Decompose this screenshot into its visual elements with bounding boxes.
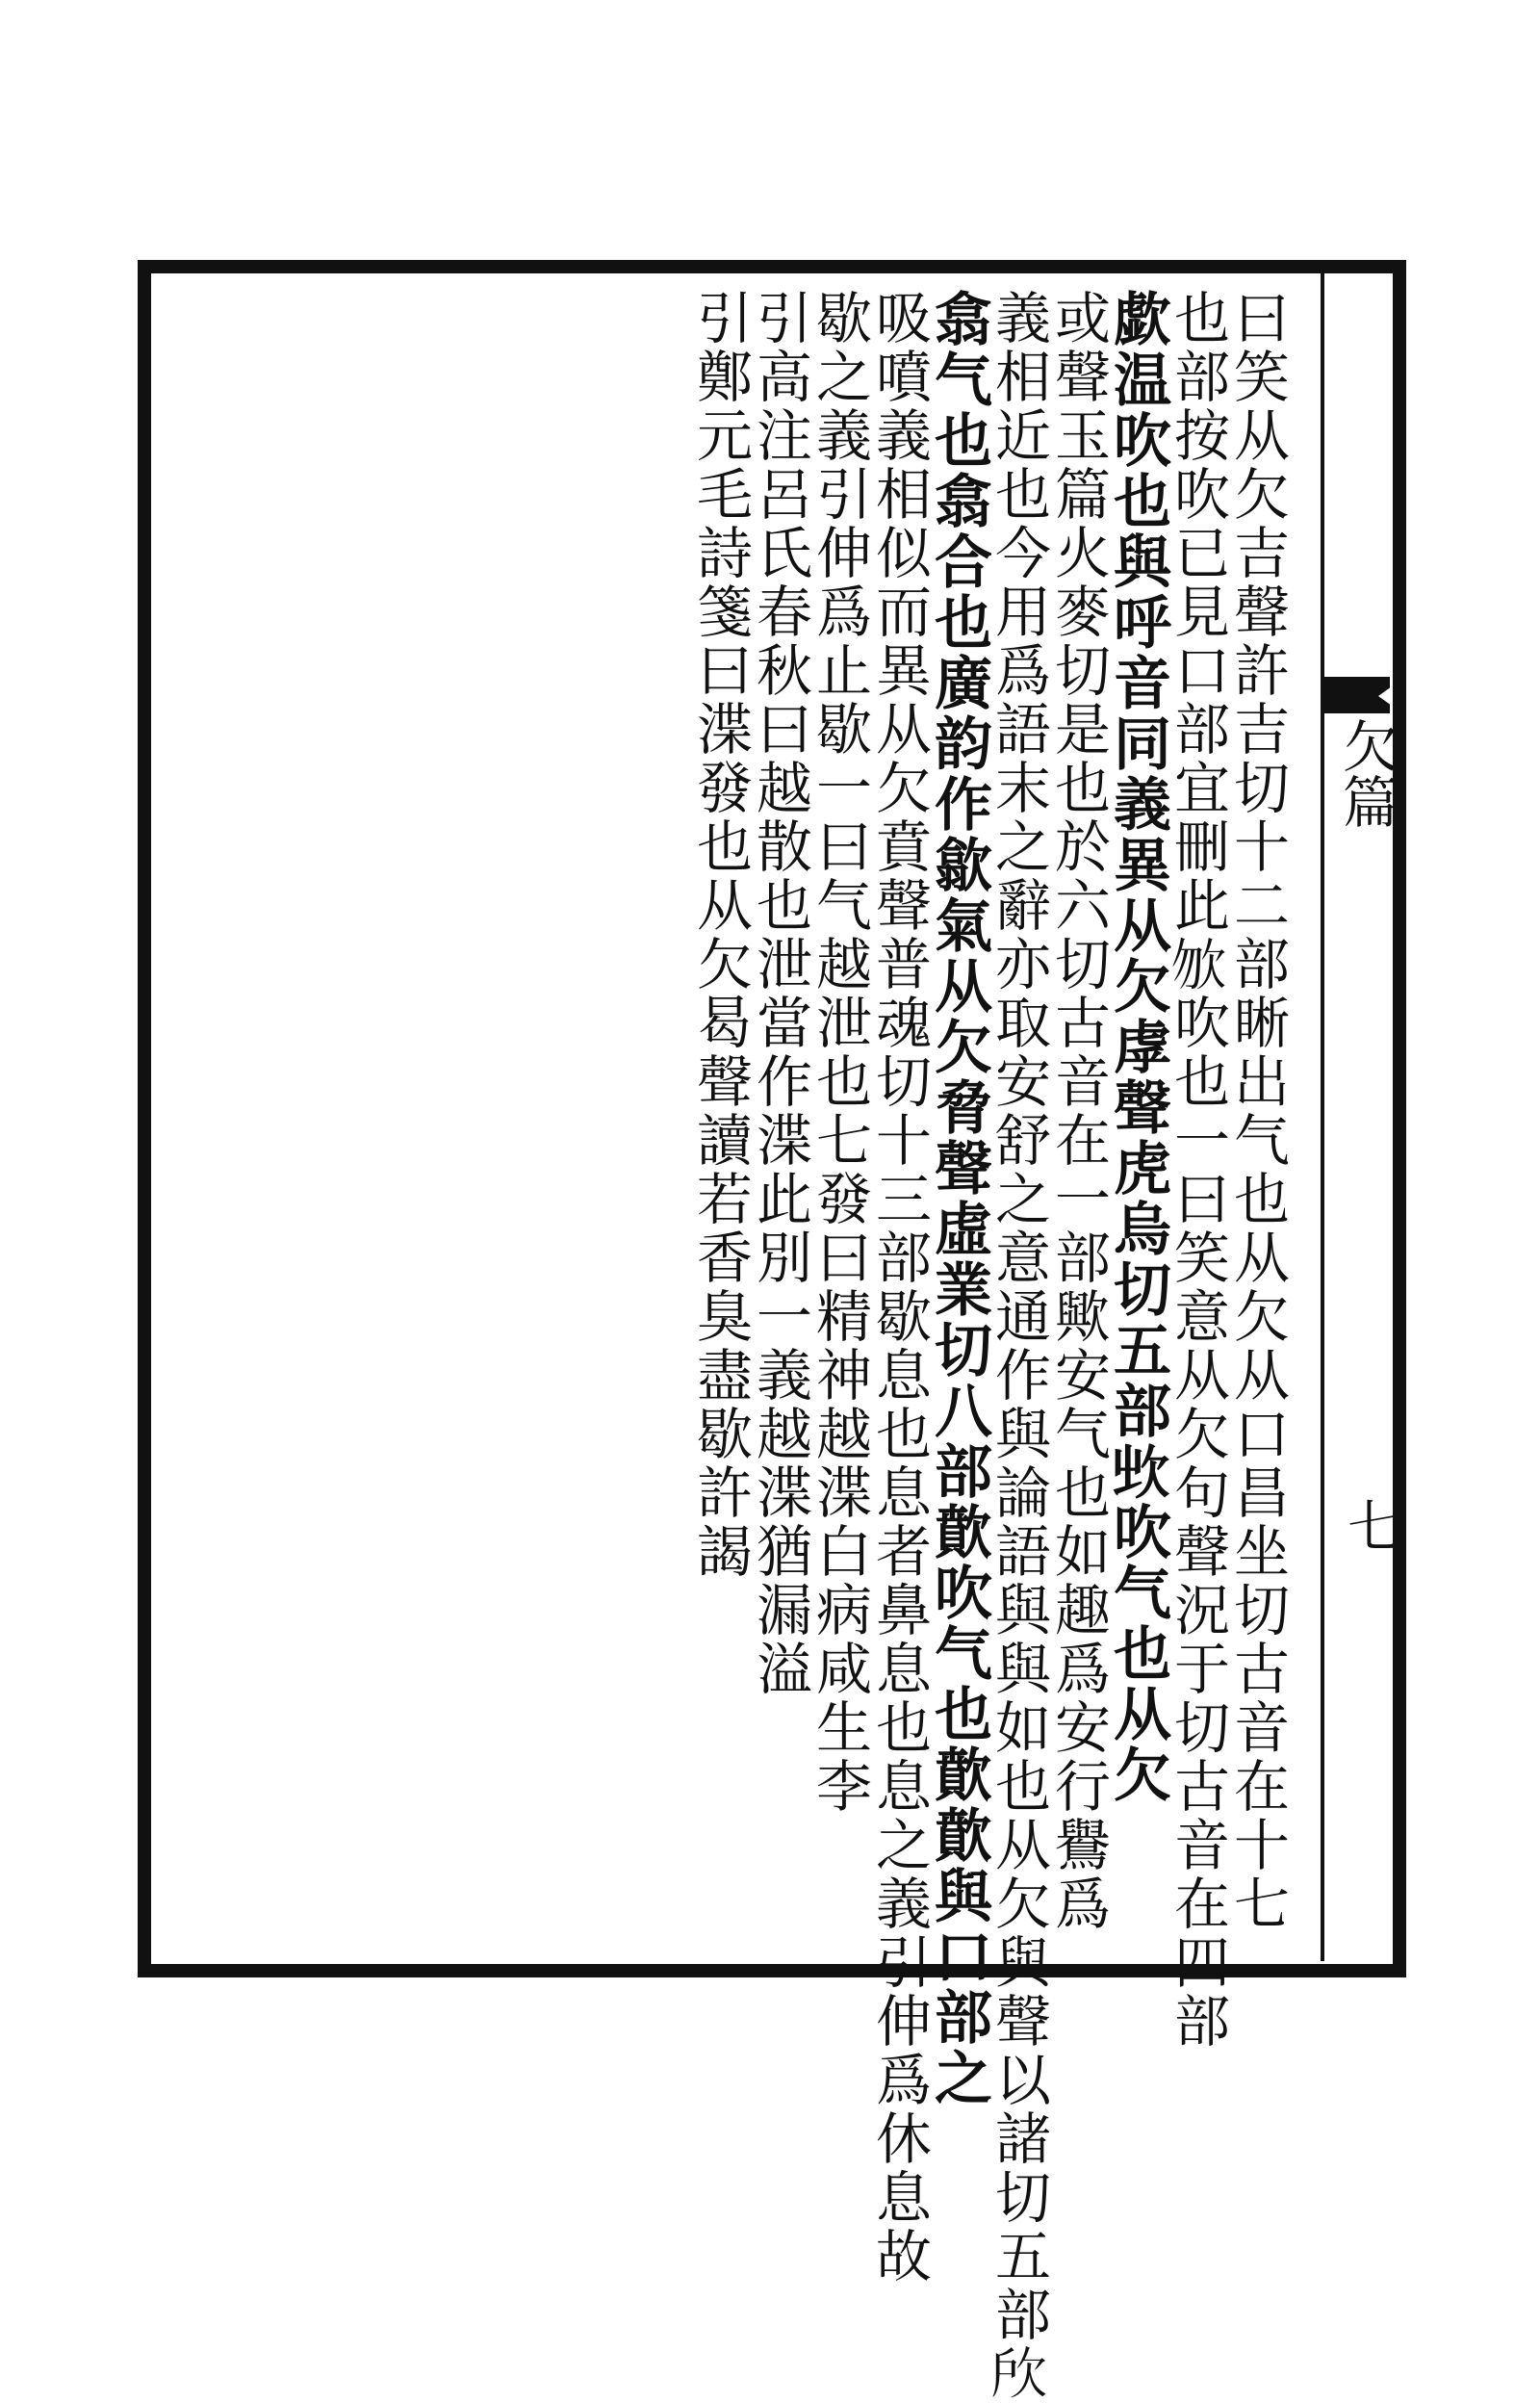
text-column-4: 或聲玉篇火麥切是也於六切古音在一部歟安气也如趣爲安行鸒爲 — [1045, 289, 1111, 1933]
text-column-2: 也部按吹已見口部宜刪此𣢊吹也一曰笑意从欠句聲況于切古音在四部 — [1165, 289, 1230, 2051]
text-column-6: 翕气也翕合也廣韵作歙氣从欠脅聲虛業切八部歕吹气也歕歕與口部之 — [925, 289, 992, 2108]
margin-page-number: 七 — [1338, 1497, 1403, 1553]
column-rule — [1321, 267, 1324, 1961]
fishtail-mark — [1324, 677, 1390, 713]
text-column-3: 歔温吹也與呼音同義異从欠虖聲虎烏切五部𣢑吹气也从欠 — [1104, 289, 1171, 1805]
text-column-7: 吸噴義相似而異从欠賁聲普魂切十三部歇息也息者鼻息也息之義引伸爲休息故 — [866, 289, 932, 2286]
text-column-9: 引高注呂氏春秋曰越散也泄當作渫此別一義越渫猶漏溢 — [747, 289, 812, 1698]
text-column-1: 曰笑从欠吉聲許吉切十二部𥇦出气也从欠从口昌坐切古音在十七 — [1224, 289, 1290, 1933]
text-column-8: 歇之義引伸爲止歇一曰气越泄也七發曰精神越渫白病咸生李 — [807, 289, 872, 1816]
text-column-5: 義相近也今用爲語末之辭亦取安舒之意通作與論語與與如也从欠與聲以諸切五部𣢖 — [986, 289, 1051, 2403]
margin-title: 欠篇 — [1333, 717, 1399, 829]
text-column-10: 引鄭元毛詩箋曰渫發也从欠曷聲讀若香臭盡歇許謁 — [687, 289, 753, 1581]
